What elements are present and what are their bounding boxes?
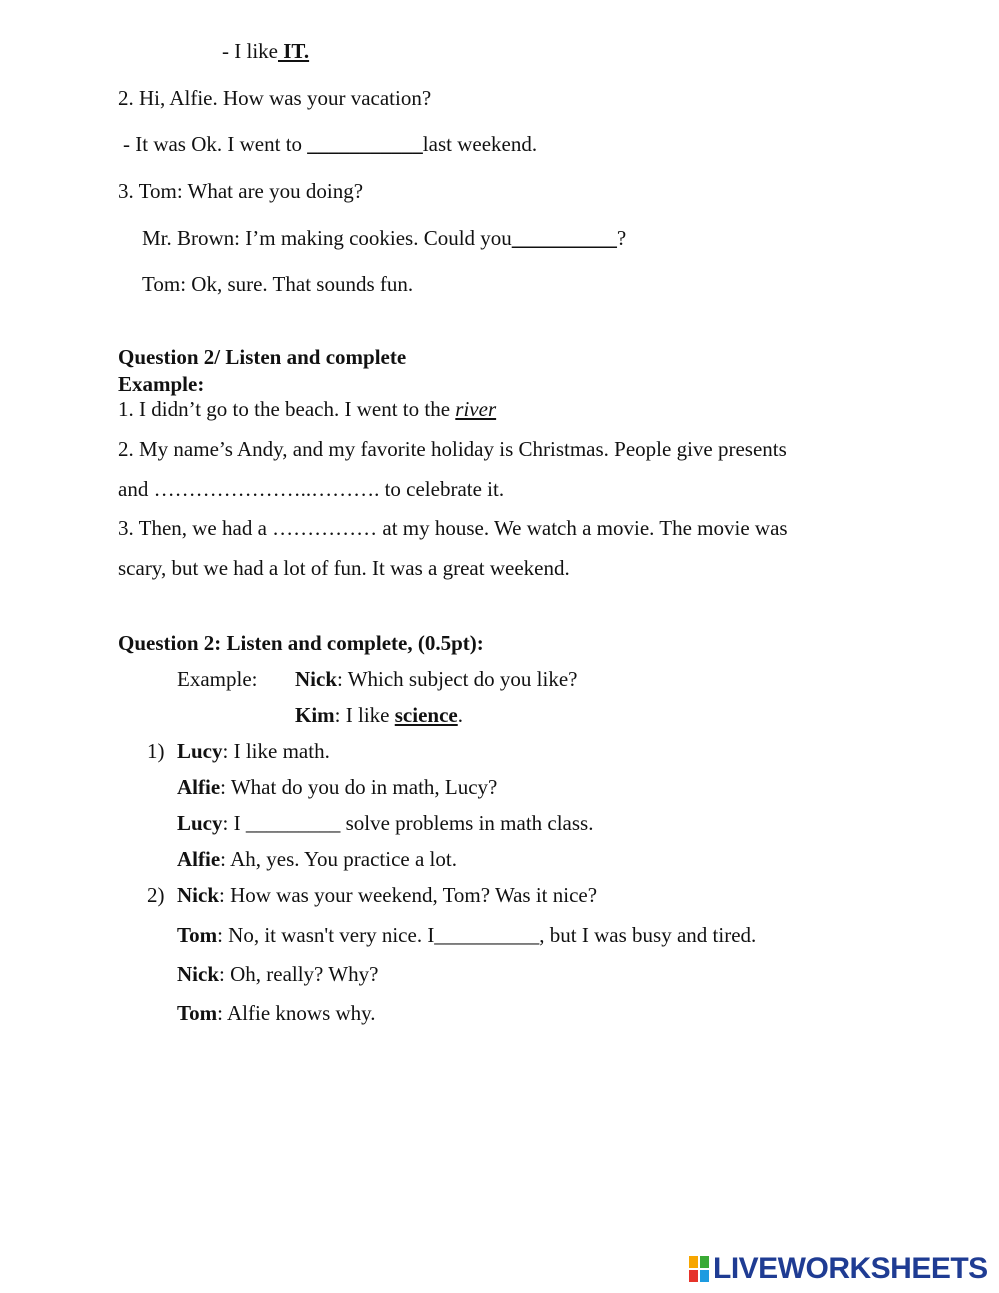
speaker-name: Nick bbox=[295, 667, 337, 691]
example-kim-line bbox=[295, 703, 463, 727]
q2-answer bbox=[123, 132, 537, 156]
answer-line-0 bbox=[222, 39, 309, 63]
section-b-example-label: Example: bbox=[177, 667, 258, 691]
q2-answer-before: - It was Ok. I went to bbox=[123, 132, 308, 156]
dialog-2-line-2[interactable] bbox=[177, 923, 756, 947]
liveworksheets-logo-text: LIVEWORKSHEETS bbox=[713, 1252, 988, 1285]
dialog-2-line-1 bbox=[177, 883, 597, 907]
answer-filled: IT. bbox=[277, 39, 310, 63]
section-a-item-2-line1: 2. My name’s Andy, and my favorite holiday is Christmas. People give presents bbox=[118, 437, 787, 461]
dialog-2-line-3 bbox=[177, 962, 378, 986]
item1-answer: river bbox=[455, 397, 497, 421]
q2-blank[interactable]: ___________ bbox=[307, 132, 423, 156]
dialog-1-number: 1) bbox=[147, 739, 165, 763]
speaker-text-with-blank[interactable]: : No, it wasn't very nice. I__________, but I was busy and tired. bbox=[217, 923, 757, 947]
dialog-1-line-4 bbox=[177, 847, 457, 871]
speaker-text: : I like bbox=[334, 703, 395, 727]
q2-answer-after: last weekend. bbox=[422, 132, 538, 156]
section-a-item-1 bbox=[118, 397, 496, 421]
speaker-text-end: . bbox=[457, 703, 463, 727]
section-a-heading: Question 2/ Listen and complete bbox=[118, 345, 407, 369]
speaker-text: : How was your weekend, Tom? Was it nice? bbox=[219, 883, 598, 907]
q2-question: 2. Hi, Alfie. How was your vacation? bbox=[118, 86, 432, 110]
q3-tom-reply: Tom: Ok, sure. That sounds fun. bbox=[142, 272, 414, 296]
dialog-1-line-3[interactable] bbox=[177, 811, 593, 835]
liveworksheets-logo-icon bbox=[689, 1256, 709, 1282]
section-a-item-3-line2: scary, but we had a lot of fun. It was a great weekend. bbox=[118, 556, 570, 580]
speaker-text: : Oh, really? Why? bbox=[219, 962, 379, 986]
q3-tom-line: 3. Tom: What are you doing? bbox=[118, 179, 364, 203]
example-answer: science bbox=[394, 703, 458, 727]
q3-brown-before: Mr. Brown: I’m making cookies. Could you bbox=[142, 226, 512, 250]
section-b-heading: Question 2: Listen and complete, (0.5pt): bbox=[118, 631, 484, 655]
speaker-name: Tom bbox=[177, 1001, 218, 1025]
speaker-name: Nick bbox=[177, 962, 219, 986]
example-nick-line bbox=[295, 667, 577, 691]
section-a-item-3-line1[interactable]: 3. Then, we had a …………… at my house. We watch a movie. The movie was bbox=[118, 516, 788, 540]
dialog-1-line-2 bbox=[177, 775, 497, 799]
dialog-2-number: 2) bbox=[147, 883, 165, 907]
speaker-text: : Ah, yes. You practice a lot. bbox=[220, 847, 457, 871]
speaker-text-with-blank[interactable]: : I _________ solve problems in math class. bbox=[222, 811, 594, 835]
dialog-2-line-4 bbox=[177, 1001, 376, 1025]
q3-brown-line bbox=[142, 226, 626, 250]
q3-brown-after: ? bbox=[616, 226, 627, 250]
section-a-example-label: Example: bbox=[118, 372, 205, 396]
speaker-name: Lucy bbox=[177, 739, 223, 763]
speaker-name: Lucy bbox=[177, 811, 223, 835]
item1-text: 1. I didn’t go to the beach. I went to the bbox=[118, 397, 456, 421]
speaker-text: : Alfie knows why. bbox=[217, 1001, 376, 1025]
answer-prefix: - I like bbox=[222, 39, 278, 63]
speaker-text: : What do you do in math, Lucy? bbox=[220, 775, 498, 799]
speaker-text: : I like math. bbox=[222, 739, 330, 763]
dialog-1-line-1 bbox=[177, 739, 330, 763]
liveworksheets-logo bbox=[689, 1252, 988, 1286]
section-a-item-2-line2[interactable]: and …………………..………. to celebrate it. bbox=[118, 477, 505, 501]
speaker-name: Alfie bbox=[177, 775, 221, 799]
speaker-text: : Which subject do you like? bbox=[337, 667, 578, 691]
speaker-name: Tom bbox=[177, 923, 218, 947]
q3-blank[interactable]: __________ bbox=[511, 226, 617, 250]
speaker-name: Nick bbox=[177, 883, 219, 907]
speaker-name: Alfie bbox=[177, 847, 221, 871]
speaker-name: Kim bbox=[295, 703, 335, 727]
